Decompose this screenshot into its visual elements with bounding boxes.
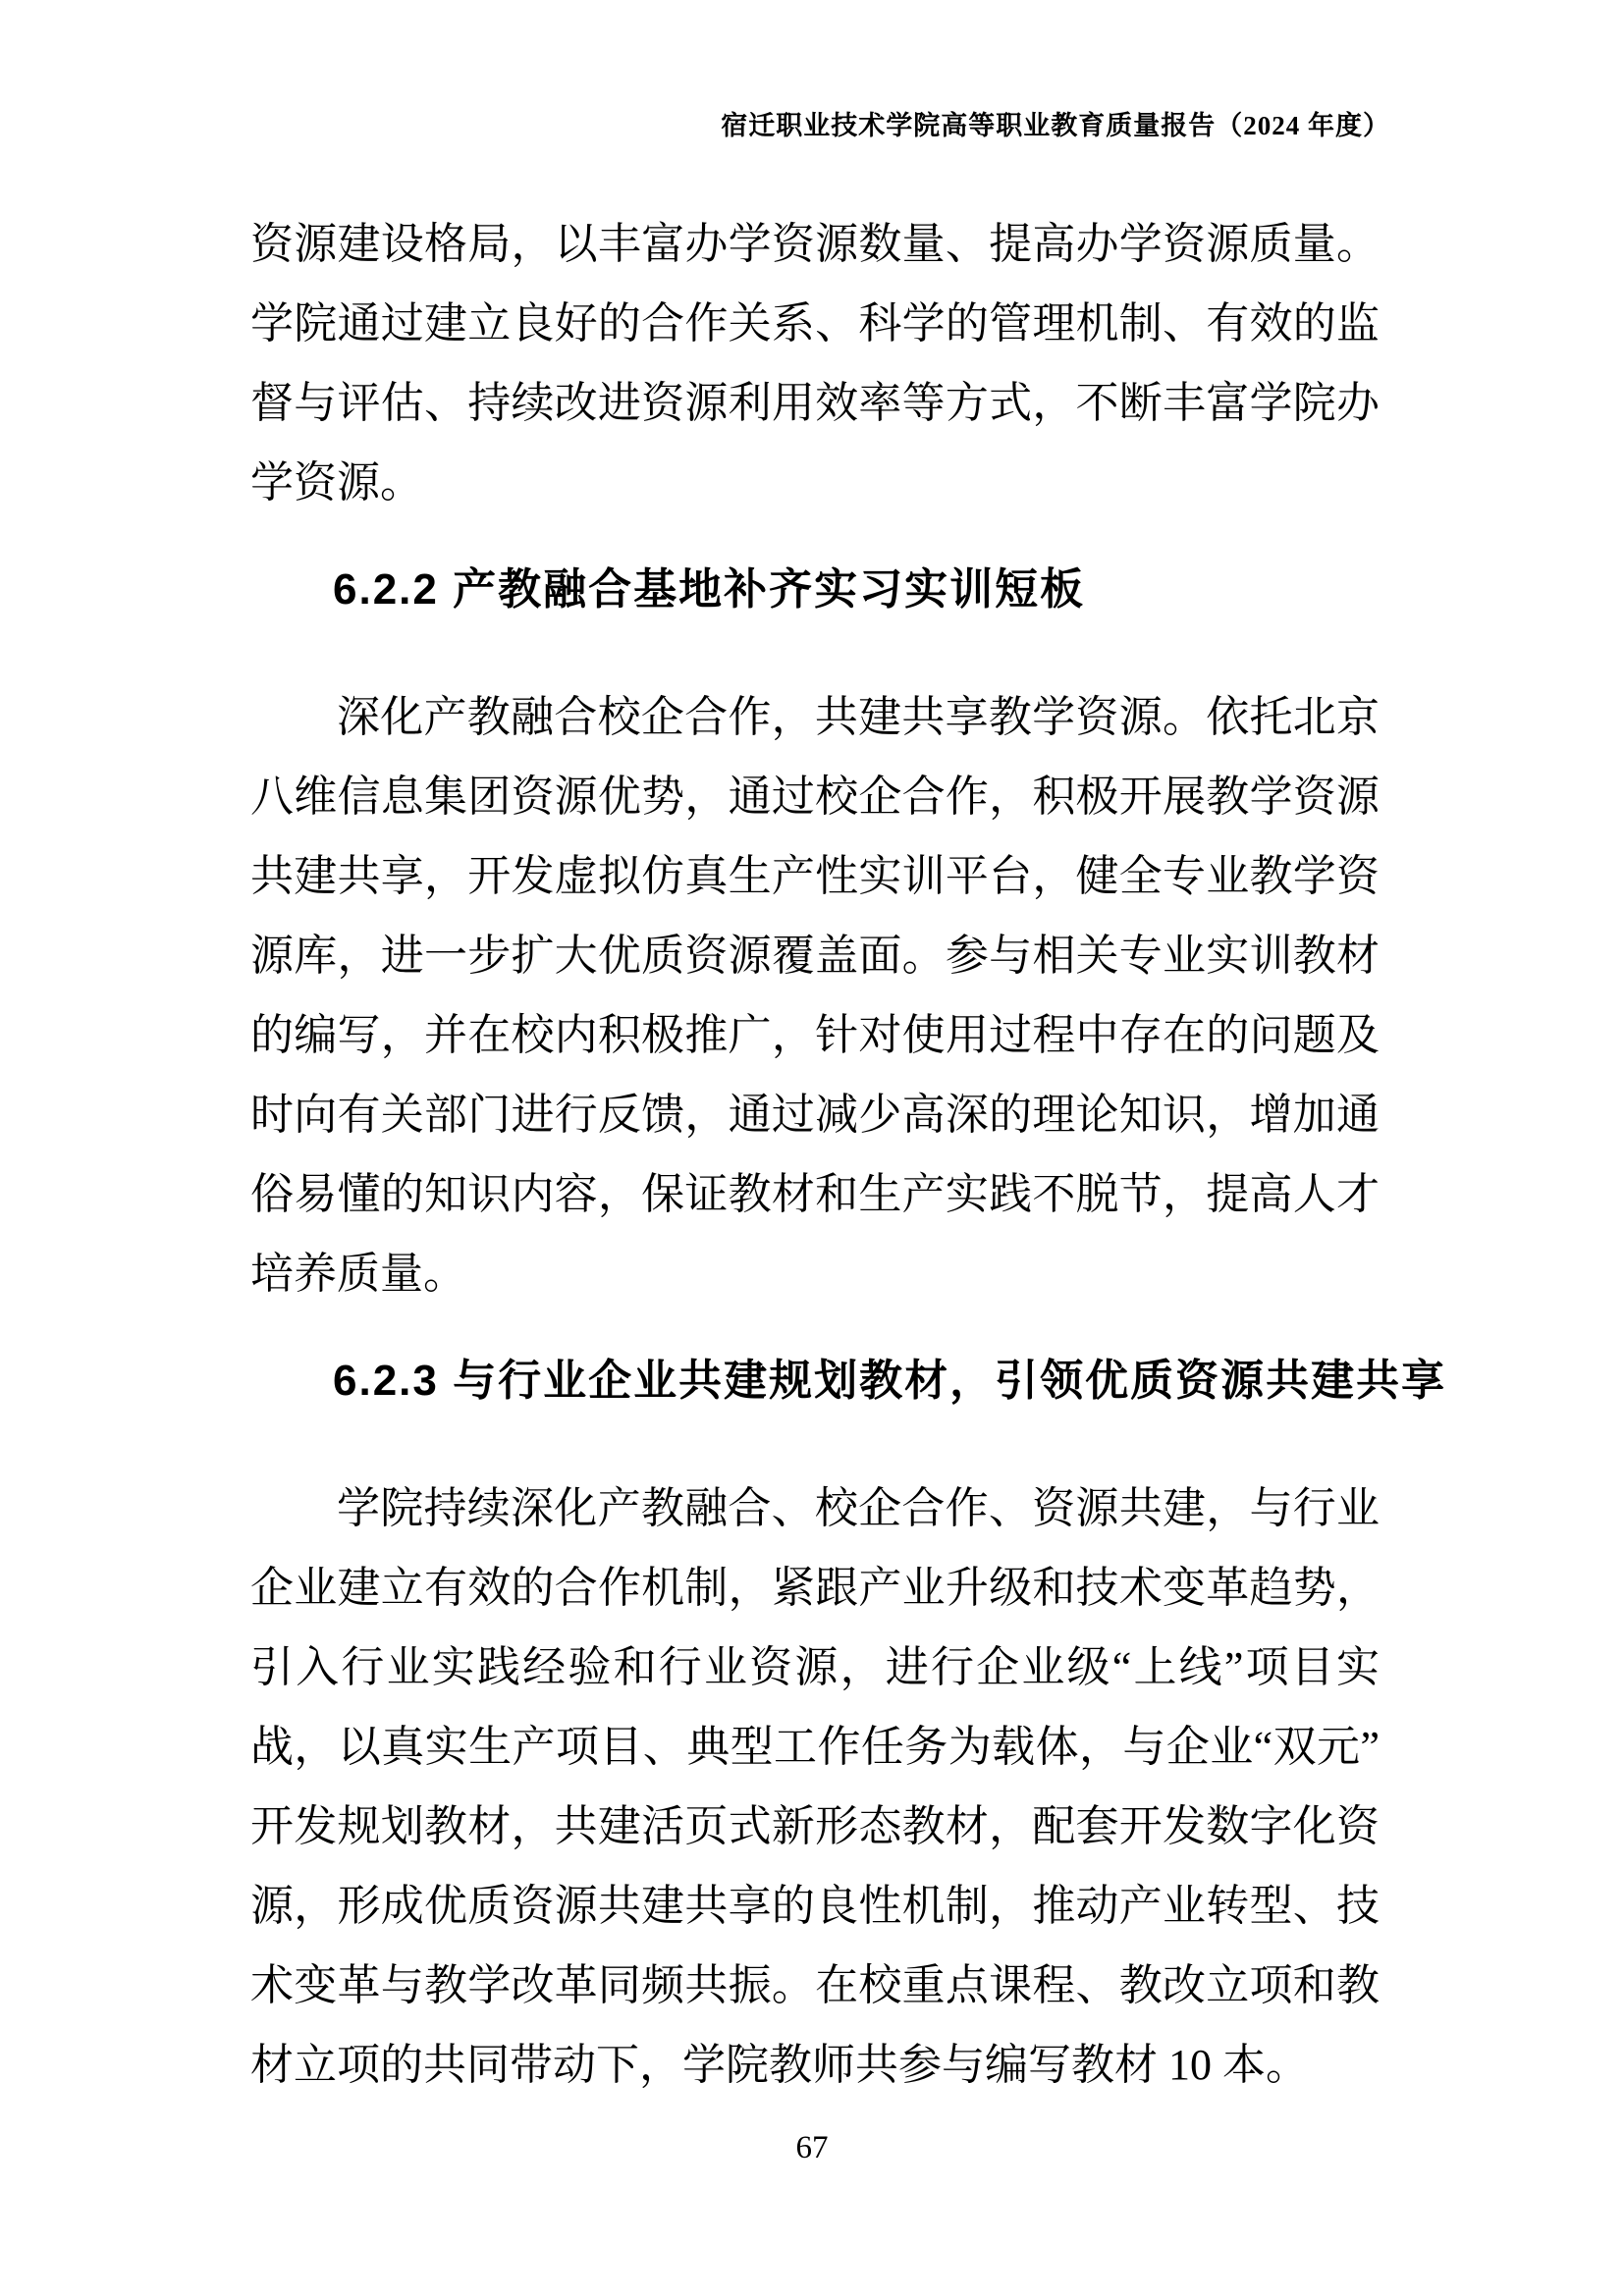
text-line: 引入行业实践经验和行业资源，进行企业级“上线”项目实 <box>250 1643 1380 1691</box>
text-line: 深化产教融合校企合作，共建共享教学资源。依托北京 <box>337 693 1380 741</box>
text-line: 资源建设格局，以丰富办学资源数量、提高办学资源质量。 <box>250 220 1380 268</box>
text-line: 学院持续深化产教融合、校企合作、资源共建，与行业 <box>337 1484 1380 1532</box>
text-line: 企业建立有效的合作机制，紧跟产业升级和技术变革趋势， <box>250 1564 1380 1612</box>
page-footer <box>0 2128 1624 2167</box>
document-content <box>250 204 1447 2105</box>
paragraph-2 <box>250 677 1380 1313</box>
text-line: 的编写，并在校内积极推广，针对使用过程中存在的问题及 <box>250 1011 1380 1059</box>
page-number: 67 <box>795 2130 829 2165</box>
text-line: 共建共享，开发虚拟仿真生产性实训平台，健全专业教学资 <box>250 852 1380 900</box>
text-line: 战，以真实生产项目、典型工作任务为载体，与企业“双元” <box>250 1723 1380 1771</box>
text-line: 八维信息集团资源优势，通过校企合作，积极开展教学资源 <box>250 773 1380 821</box>
text-line: 俗易懂的知识内容，保证教材和生产实践不脱节，提高人才 <box>250 1170 1380 1218</box>
text-line: 开发规划教材，共建活页式新形态教材，配套开发数字化资 <box>250 1802 1380 1850</box>
page-header <box>0 104 1390 142</box>
section-heading-6-2-2: 6.2.2 产教融合基地补齐实习实训短板 <box>333 565 1086 614</box>
text-line: 培养质量。 <box>250 1250 466 1298</box>
text-line: 术变革与教学改革同频共振。在校重点课程、教改立项和教 <box>250 1961 1380 2009</box>
header-title: 宿迁职业技术学院高等职业教育质量报告（2024 年度） <box>721 111 1390 140</box>
paragraph-1 <box>250 204 1380 522</box>
text-line: 时向有关部门进行反馈，通过减少高深的理论知识，增加通 <box>250 1091 1380 1139</box>
text-line: 源库，进一步扩大优质资源覆盖面。参与相关专业实训教材 <box>250 932 1380 980</box>
paragraph-3 <box>250 1468 1380 2105</box>
text-line: 学资源。 <box>250 458 423 507</box>
text-line: 学院通过建立良好的合作关系、科学的管理机制、有效的监 <box>250 299 1380 347</box>
text-line: 督与评估、持续改进资源利用效率等方式，不断丰富学院办 <box>250 379 1380 427</box>
text-line: 材立项的共同带动下，学院教师共参与编写教材 10 本。 <box>250 2041 1309 2089</box>
text-line: 源，形成优质资源共建共享的良性机制，推动产业转型、技 <box>250 1882 1380 1930</box>
section-heading-6-2-3: 6.2.3 与行业企业共建规划教材，引领优质资源共建共享 <box>333 1357 1447 1405</box>
